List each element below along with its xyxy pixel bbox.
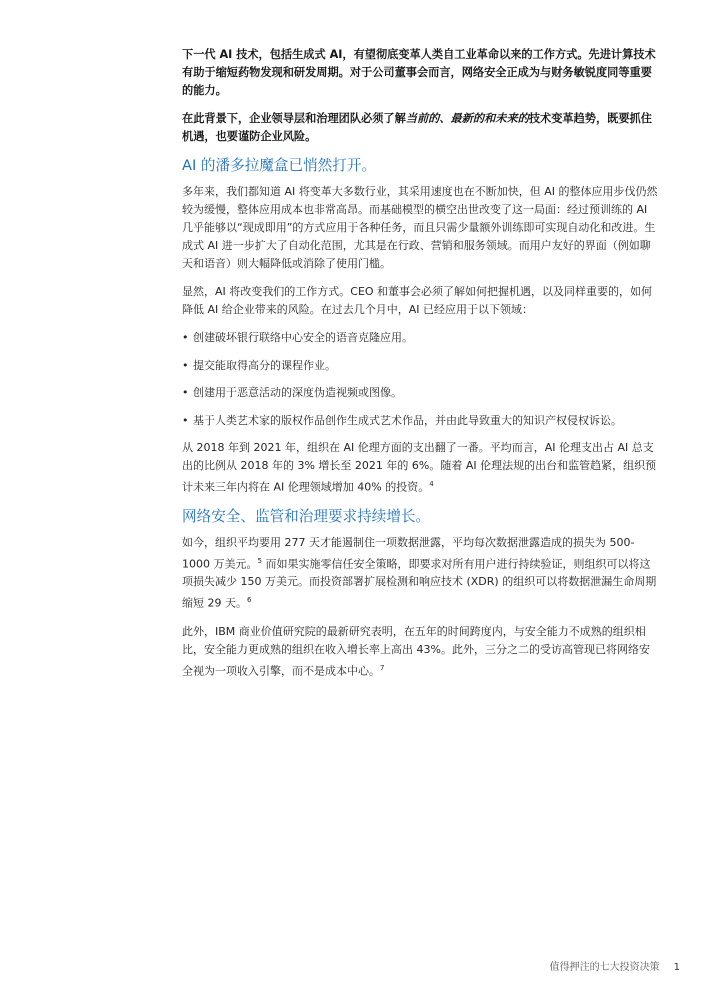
section2-p2-text: 此外，IBM 商业价值研究院的最新研究表明，在五年的时间跨度内，与安全能力不成熟的组织相比，安全能力更成熟的组织在收入增长率上高出 43%。此外，三分之二的受访高管现已将网络安全视为一项收入引擎，而不是成本中心。 <box>182 624 650 678</box>
document-body <box>182 46 660 691</box>
intro-paragraph-2 <box>182 110 660 146</box>
section2-p1-b: 而如果实施零信任安全策略，即要求对所有用户进行持续验证，则组织可以将这项损失减少 150 万美元。而投资部署扩展检测和响应技术 (XDR) 的组织可以将数据泄漏生命周期缩短 29 天。 <box>182 557 657 610</box>
section2-paragraph-2 <box>182 623 660 681</box>
section-heading-security: 网络安全、监管和治理要求持续增长。 <box>182 507 431 525</box>
bullet-icon: • <box>182 331 189 344</box>
intro-p2-emphasis: 当前的、最新的和未来的 <box>405 112 529 125</box>
bullet-icon: • <box>182 358 189 372</box>
section-heading-ai: AI 的潘多拉魔盒已悄然打开。 <box>182 157 377 174</box>
list-item <box>182 412 660 430</box>
section2-p1-a: 如今，组织平均要用 277 天才能遏制住一项数据泄露，平均每次数据泄露造成的损失为 500-1000 万美元。 <box>182 535 635 571</box>
list-item <box>182 384 660 402</box>
ai-applications-list <box>182 329 660 430</box>
page-number: 1 <box>673 962 680 973</box>
page-footer <box>550 958 680 973</box>
section2-paragraph-1 <box>182 534 660 613</box>
bullet-icon: • <box>182 386 189 399</box>
intro-p2-after: 技术变革趋势，既要抓住机遇，也要谨防企业风险。 <box>182 112 652 143</box>
section1-paragraph-1: 多年来，我们都知道 AI 将变革大多数行业，其采用速度也在不断加快，但 AI 的整体应用步伐仍然较为缓慢，整体应用成本也非常高昂。而基础模型的横空出世改变了这一局面：经过预训练的 AI 几乎能够以“现成即用”的方式应用于各种任务，而且只需少量额外训练即可实现自动化和改进。生成式 AI 进一步扩大了自动化范围，尤其是在行政、营销和服务领域。而用户友好的界面（例如聊天和语音）则大幅降低或消除了使用门槛。 <box>182 185 658 270</box>
intro-p2-before: 在此背景下，企业领导层和治理团队必须了解 <box>182 112 406 125</box>
list-item-text: 基于人类艺术家的版权作品创作生成式艺术作品，并由此导致重大的知识产权侵权诉讼。 <box>193 413 622 427</box>
list-item <box>182 357 660 375</box>
section1-paragraph-3 <box>182 439 660 497</box>
intro-paragraph-1: 下一代 AI 技术，包括生成式 AI，有望彻底变革人类自工业革命以来的工作方式。先进计算技术有助于缩短药物发现和研发周期。对于公司董事会而言，网络安全正成为与财务敏锐度同等重要的能力。 <box>182 48 656 97</box>
footnote-ref-6: 6 <box>247 596 252 605</box>
list-item-text: 创建破坏银行联络中心安全的语音克隆应用。 <box>193 331 413 344</box>
footnote-ref-5: 5 <box>257 556 262 565</box>
list-item-text: 创建用于恶意活动的深度伪造视频或图像。 <box>193 386 402 399</box>
footer-title: 值得押注的七大投资决策 <box>549 962 660 973</box>
list-item <box>182 329 660 347</box>
section1-p3-text: 从 2018 年到 2021 年，组织在 AI 伦理方面的支出翻了一番。平均而言，AI 伦理支出占 AI 总支出的比例从 2018 年的 3% 增长至 2021 年的 6%。随着 AI 伦理法规的出台和监管趋紧，组织预计未来三年内将在 AI 伦理领域增加 40% 的投资。 <box>182 441 657 494</box>
footnote-ref-7: 7 <box>380 663 385 672</box>
bullet-icon: • <box>182 413 189 427</box>
section1-paragraph-2: 显然，AI 将改变我们的工作方式。CEO 和董事会必须了解如何把握机遇，以及同样重要的，如何降低 AI 给企业带来的风险。在过去几个月中，AI 已经应用于以下领域： <box>182 285 653 316</box>
footnote-ref-4: 4 <box>429 480 434 488</box>
list-item-text: 提交能取得高分的课程作业。 <box>193 358 336 372</box>
